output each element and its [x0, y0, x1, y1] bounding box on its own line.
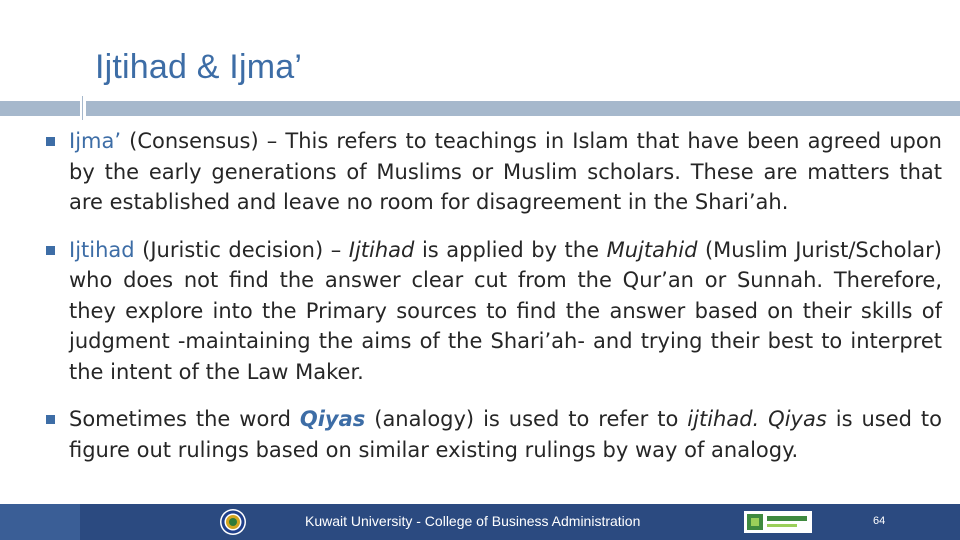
title-rule-right [86, 101, 960, 116]
title-rule-divider [81, 96, 84, 120]
bullet-text: (Juristic decision) – [134, 237, 349, 262]
bullet-text: Sometimes the word [69, 407, 300, 431]
page-number: 64 [873, 515, 886, 527]
italic-ijtihad: Ijtihad [348, 237, 415, 262]
term-ijma: Ijma’ [69, 129, 122, 153]
bullet-qiyas [46, 404, 942, 465]
title-rule-left [0, 101, 80, 116]
square-bullet-icon [46, 137, 55, 146]
bullet-text: is used to figure out rulings based on similar existing rulings by way of analogy. [69, 407, 942, 462]
bullet-text: (Consensus) – This refers to teachings in Islam that have been agreed upon by the early generations of Muslims or Muslim scholars. These are matters that are established and leave no room for disagreement in the Shari’ah. [69, 129, 942, 214]
university-seal-icon [219, 508, 247, 536]
footer-institution: Kuwait University - College of Business Administration [305, 513, 641, 529]
term-ijtihad: Ijtihad [69, 237, 135, 262]
bullet-text: is applied by the [414, 237, 607, 262]
footer-bar [0, 504, 960, 540]
bullet-text: (Muslim Jurist/Scholar) who does not find the answer clear cut from the Qur’an or Sunnah. Therefore, they explore into the Primary sources to find the answer based on their skills of judgment -maintaining the aims of the Shari’ah- and trying their best to interpret the intent of the Law Maker. [69, 237, 942, 384]
bullet-ijma [46, 126, 942, 218]
footer-left-strip [0, 504, 80, 540]
slide-title: Ijtihad & Ijma’ [95, 48, 303, 86]
square-bullet-icon [46, 415, 55, 424]
bullet-list [46, 126, 942, 482]
italic-mujtahid: Mujtahid [606, 237, 698, 262]
italic-ijtihad-qiyas: ijtihad. Qiyas [687, 407, 827, 431]
accreditation-logo-icon [744, 511, 812, 533]
bullet-text: (analogy) is used to refer to [365, 407, 688, 431]
bullet-ijtihad [46, 235, 942, 388]
term-qiyas: Qiyas [299, 407, 366, 431]
square-bullet-icon [46, 246, 55, 255]
